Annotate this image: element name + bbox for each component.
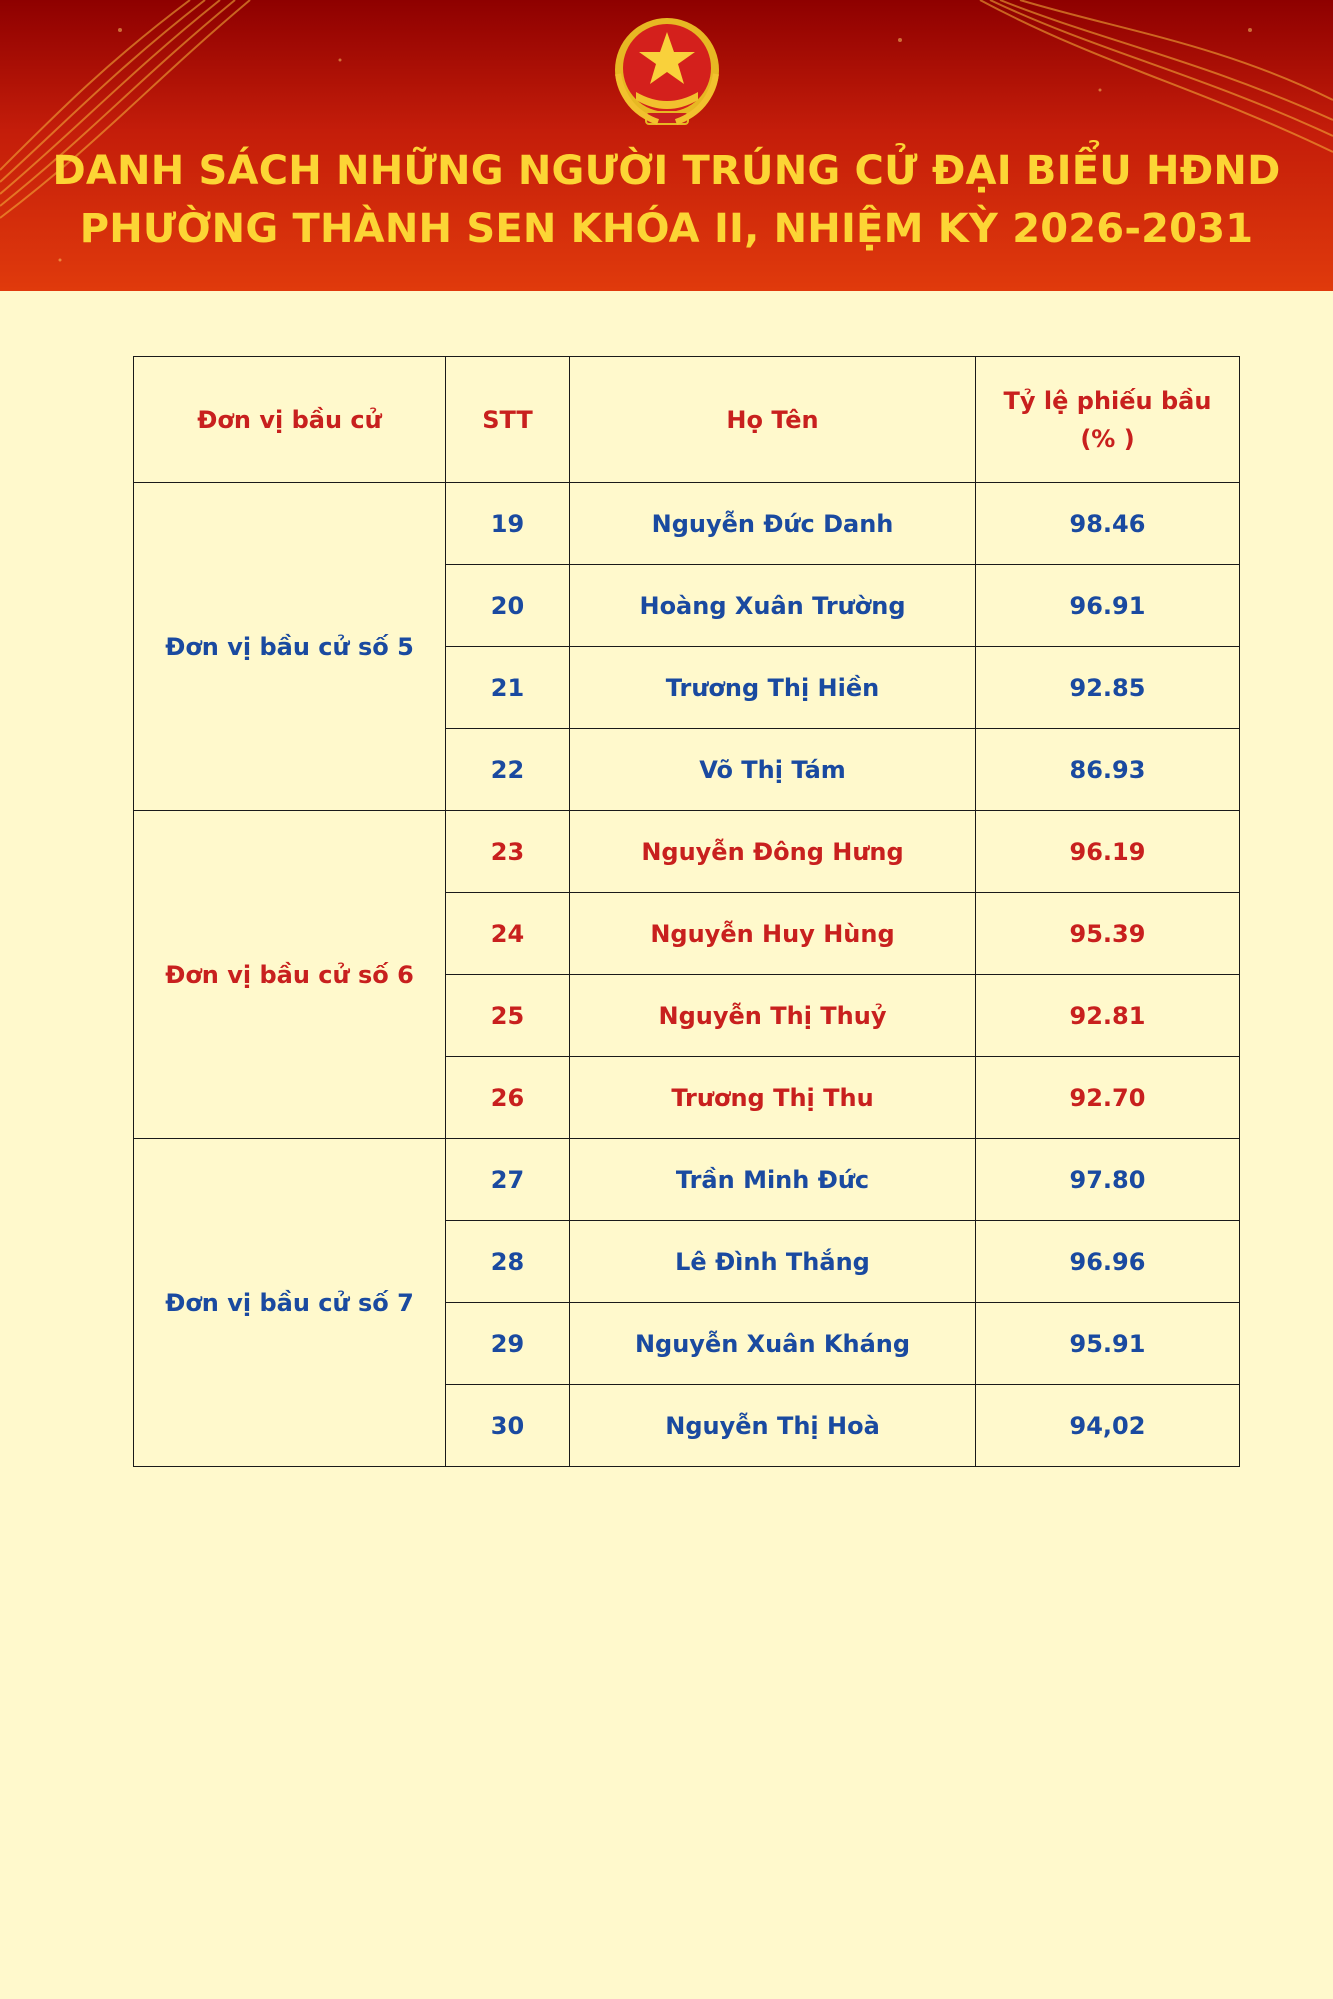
name-cell: Nguyễn Xuân Kháng bbox=[570, 1303, 976, 1385]
stt-cell: 25 bbox=[446, 975, 570, 1057]
rate-cell: 96.19 bbox=[976, 811, 1240, 893]
rate-cell: 95.91 bbox=[976, 1303, 1240, 1385]
unit-cell: Đơn vị bầu cử số 5 bbox=[134, 483, 446, 811]
stt-cell: 26 bbox=[446, 1057, 570, 1139]
rate-cell: 92.85 bbox=[976, 647, 1240, 729]
stt-cell: 20 bbox=[446, 565, 570, 647]
header-unit: Đơn vị bầu cử bbox=[134, 357, 446, 483]
header-rate-line2: (% ) bbox=[1080, 424, 1135, 453]
page-title bbox=[0, 142, 1333, 258]
name-cell: Nguyễn Thị Hoà bbox=[570, 1385, 976, 1467]
stt-cell: 24 bbox=[446, 893, 570, 975]
stt-cell: 30 bbox=[446, 1385, 570, 1467]
stt-cell: 22 bbox=[446, 729, 570, 811]
title-line-2: PHƯỜNG THÀNH SEN KHÓA II, NHIỆM KỲ 2026-2031 bbox=[79, 206, 1254, 252]
unit-cell: Đơn vị bầu cử số 7 bbox=[134, 1139, 446, 1467]
header-name: Họ Tên bbox=[570, 357, 976, 483]
rate-cell: 96.96 bbox=[976, 1221, 1240, 1303]
rate-cell: 96.91 bbox=[976, 565, 1240, 647]
unit-cell: Đơn vị bầu cử số 6 bbox=[134, 811, 446, 1139]
rate-cell: 86.93 bbox=[976, 729, 1240, 811]
name-cell: Nguyễn Đức Danh bbox=[570, 483, 976, 565]
table-row bbox=[134, 811, 1240, 893]
header-rate bbox=[976, 357, 1240, 483]
header-stt: STT bbox=[446, 357, 570, 483]
table-row bbox=[134, 1139, 1240, 1221]
rate-cell: 98.46 bbox=[976, 483, 1240, 565]
table-header-row bbox=[134, 357, 1240, 483]
name-cell: Nguyễn Thị Thuỷ bbox=[570, 975, 976, 1057]
rate-cell: 97.80 bbox=[976, 1139, 1240, 1221]
name-cell: Nguyễn Huy Hùng bbox=[570, 893, 976, 975]
rate-cell: 95.39 bbox=[976, 893, 1240, 975]
results-table bbox=[133, 356, 1240, 1467]
name-cell: Lê Đình Thắng bbox=[570, 1221, 976, 1303]
rate-cell: 94,02 bbox=[976, 1385, 1240, 1467]
header-banner bbox=[0, 0, 1333, 291]
stt-cell: 21 bbox=[446, 647, 570, 729]
name-cell: Trương Thị Thu bbox=[570, 1057, 976, 1139]
stt-cell: 29 bbox=[446, 1303, 570, 1385]
header-rate-line1: Tỷ lệ phiếu bầu bbox=[1003, 386, 1212, 415]
name-cell: Võ Thị Tám bbox=[570, 729, 976, 811]
rate-cell: 92.70 bbox=[976, 1057, 1240, 1139]
name-cell: Trần Minh Đức bbox=[570, 1139, 976, 1221]
stt-cell: 19 bbox=[446, 483, 570, 565]
rate-cell: 92.81 bbox=[976, 975, 1240, 1057]
stt-cell: 23 bbox=[446, 811, 570, 893]
stt-cell: 28 bbox=[446, 1221, 570, 1303]
name-cell: Hoàng Xuân Trường bbox=[570, 565, 976, 647]
name-cell: Nguyễn Đông Hưng bbox=[570, 811, 976, 893]
vietnam-national-emblem-icon bbox=[606, 14, 728, 132]
title-line-1: DANH SÁCH NHỮNG NGƯỜI TRÚNG CỬ ĐẠI BIỂU HĐND bbox=[52, 148, 1281, 194]
name-cell: Trương Thị Hiền bbox=[570, 647, 976, 729]
stt-cell: 27 bbox=[446, 1139, 570, 1221]
table-row bbox=[134, 483, 1240, 565]
